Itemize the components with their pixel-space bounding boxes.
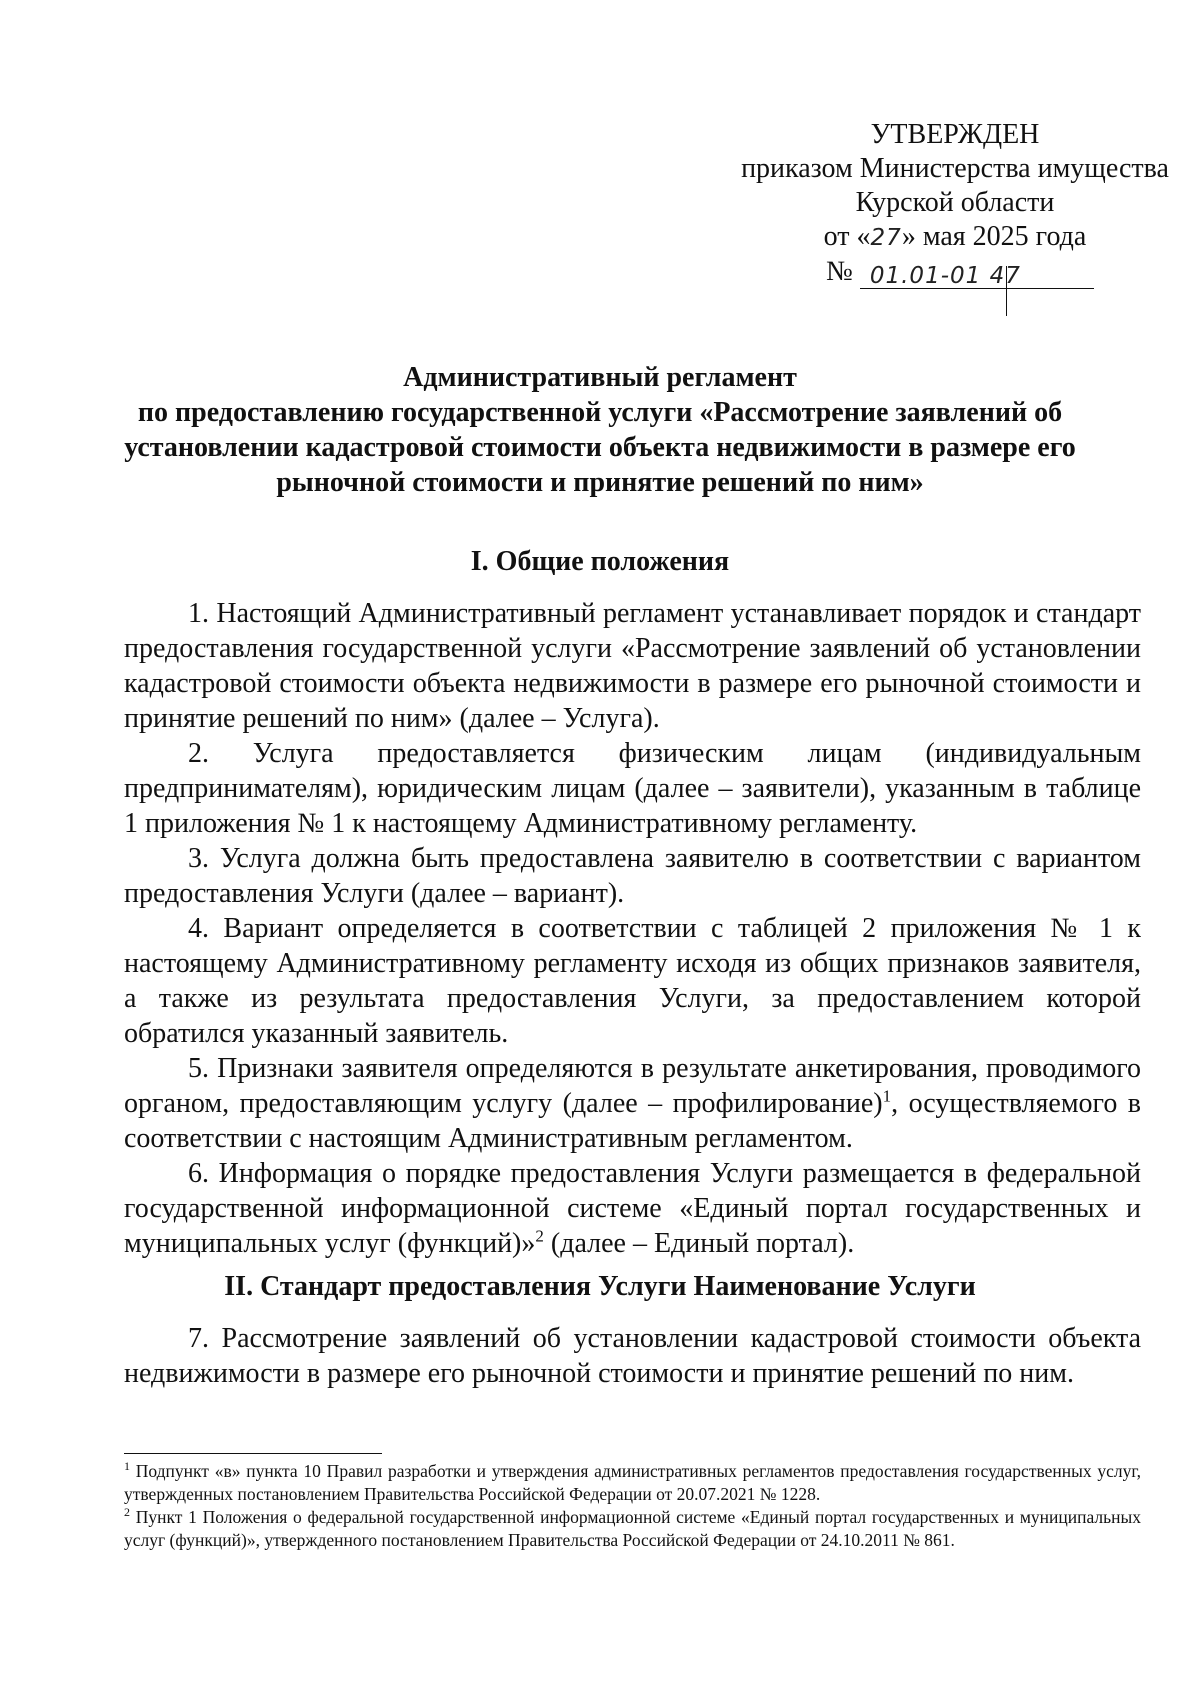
paragraph-1: 1. Настоящий Административный регламент устанавливает порядок и стандарт предоставления государственной услуги «Рассмотрение заявлений об установлении кадастровой стоимости объекта недвижимости в размере его рыночной стоимости и принятие решений по ним» (далее – Услуга).	[124, 598, 1141, 734]
approval-date-prefix: от «	[823, 221, 871, 252]
approval-number-prefix: №	[826, 256, 853, 287]
paragraph-4: 4. Вариант определяется в соответствии с таблицей 2 приложения № 1 к настоящему Административному регламенту исходя из общих признаков заявителя, а также из результата предоставления Услуги, за предоставлением которой обратился указанный заявитель.	[124, 913, 1141, 1049]
paragraph-6-text-b: (далее – Единый портал).	[543, 1228, 855, 1259]
approval-date	[735, 220, 1175, 255]
paragraph-5-text-b: , осуществляемого в соответствии с настоящим Административным регламентом.	[124, 1088, 1141, 1154]
approval-number-value: 01.01-01 47	[869, 263, 1021, 289]
approval-number	[745, 255, 1175, 289]
footnote-ref-1: 1	[882, 1086, 892, 1106]
approval-date-day: 27	[870, 225, 902, 251]
footnote-ref-2: 2	[535, 1226, 544, 1246]
footnote-2-mark: 2	[124, 1505, 130, 1520]
paragraph-6-text-a: 6. Информация о порядке предоставления Услуги размещается в федеральной государственной информационной системе «Единый портал государственных и муниципальных услуг (функций)»	[124, 1158, 1141, 1259]
document-title	[100, 360, 1100, 500]
paragraph-5-text-a: 5. Признаки заявителя определяются в результате анкетирования, проводимого органом, предоставляющим услугу (далее – профилирование)	[124, 1053, 1141, 1119]
paragraph-6	[124, 1156, 1141, 1261]
footnote-divider	[124, 1453, 382, 1454]
approval-heading: УТВЕРЖДЕН	[870, 119, 1040, 150]
section-1-body	[124, 596, 1141, 1261]
approval-line-1: приказом Министерства имущества	[741, 153, 1169, 184]
approval-number-line	[860, 258, 1094, 289]
footnote-1	[124, 1460, 1141, 1506]
section-2-heading: II. Стандарт предоставления Услуги Наименование Услуги	[224, 1271, 976, 1302]
section-2-body	[124, 1321, 1141, 1391]
document-title-line-2: по предоставлению государственной услуги «Рассмотрение заявлений об установлении кадастровой стоимости объекта недвижимости в размере его рыночной стоимости и принятие решений по ним»	[124, 397, 1076, 498]
document-title-line-1: Административный регламент	[403, 362, 797, 393]
footnote-1-mark: 1	[124, 1459, 130, 1474]
handwritten-stroke	[1006, 266, 1007, 316]
approval-date-suffix: » мая 2025 года	[901, 221, 1087, 252]
section-1-heading: I. Общие положения	[470, 546, 730, 577]
approval-line-2: Курской области	[855, 187, 1055, 218]
paragraph-7: 7. Рассмотрение заявлений об установлении кадастровой стоимости объекта недвижимости в размере его рыночной стоимости и принятие решений по ним.	[124, 1323, 1141, 1389]
footnote-2-text: Пункт 1 Положения о федеральной государственной информационной системе «Единый портал государственных и муниципальных услуг (функций)», утвержденного постановлением Правительства Российской Федерации от 24.10.2011 № 861.	[124, 1507, 1141, 1550]
footnote-2	[124, 1506, 1141, 1552]
footnotes	[124, 1460, 1141, 1552]
approval-stamp	[735, 118, 1175, 289]
paragraph-3: 3. Услуга должна быть предоставлена заявителю в соответствии с вариантом предоставления Услуги (далее – вариант).	[124, 843, 1141, 909]
paragraph-2: 2. Услуга предоставляется физическим лицам (индивидуальным предпринимателям), юридическим лицам (далее – заявители), указанным в таблице 1 приложения № 1 к настоящему Административному регламенту.	[124, 738, 1141, 839]
footnote-1-text: Подпункт «в» пункта 10 Правил разработки и утверждения административных регламентов предоставления государственных услуг, утвержденных постановлением Правительства Российской Федерации от 20.07.2021 № 1228.	[124, 1461, 1141, 1504]
paragraph-5	[124, 1051, 1141, 1156]
